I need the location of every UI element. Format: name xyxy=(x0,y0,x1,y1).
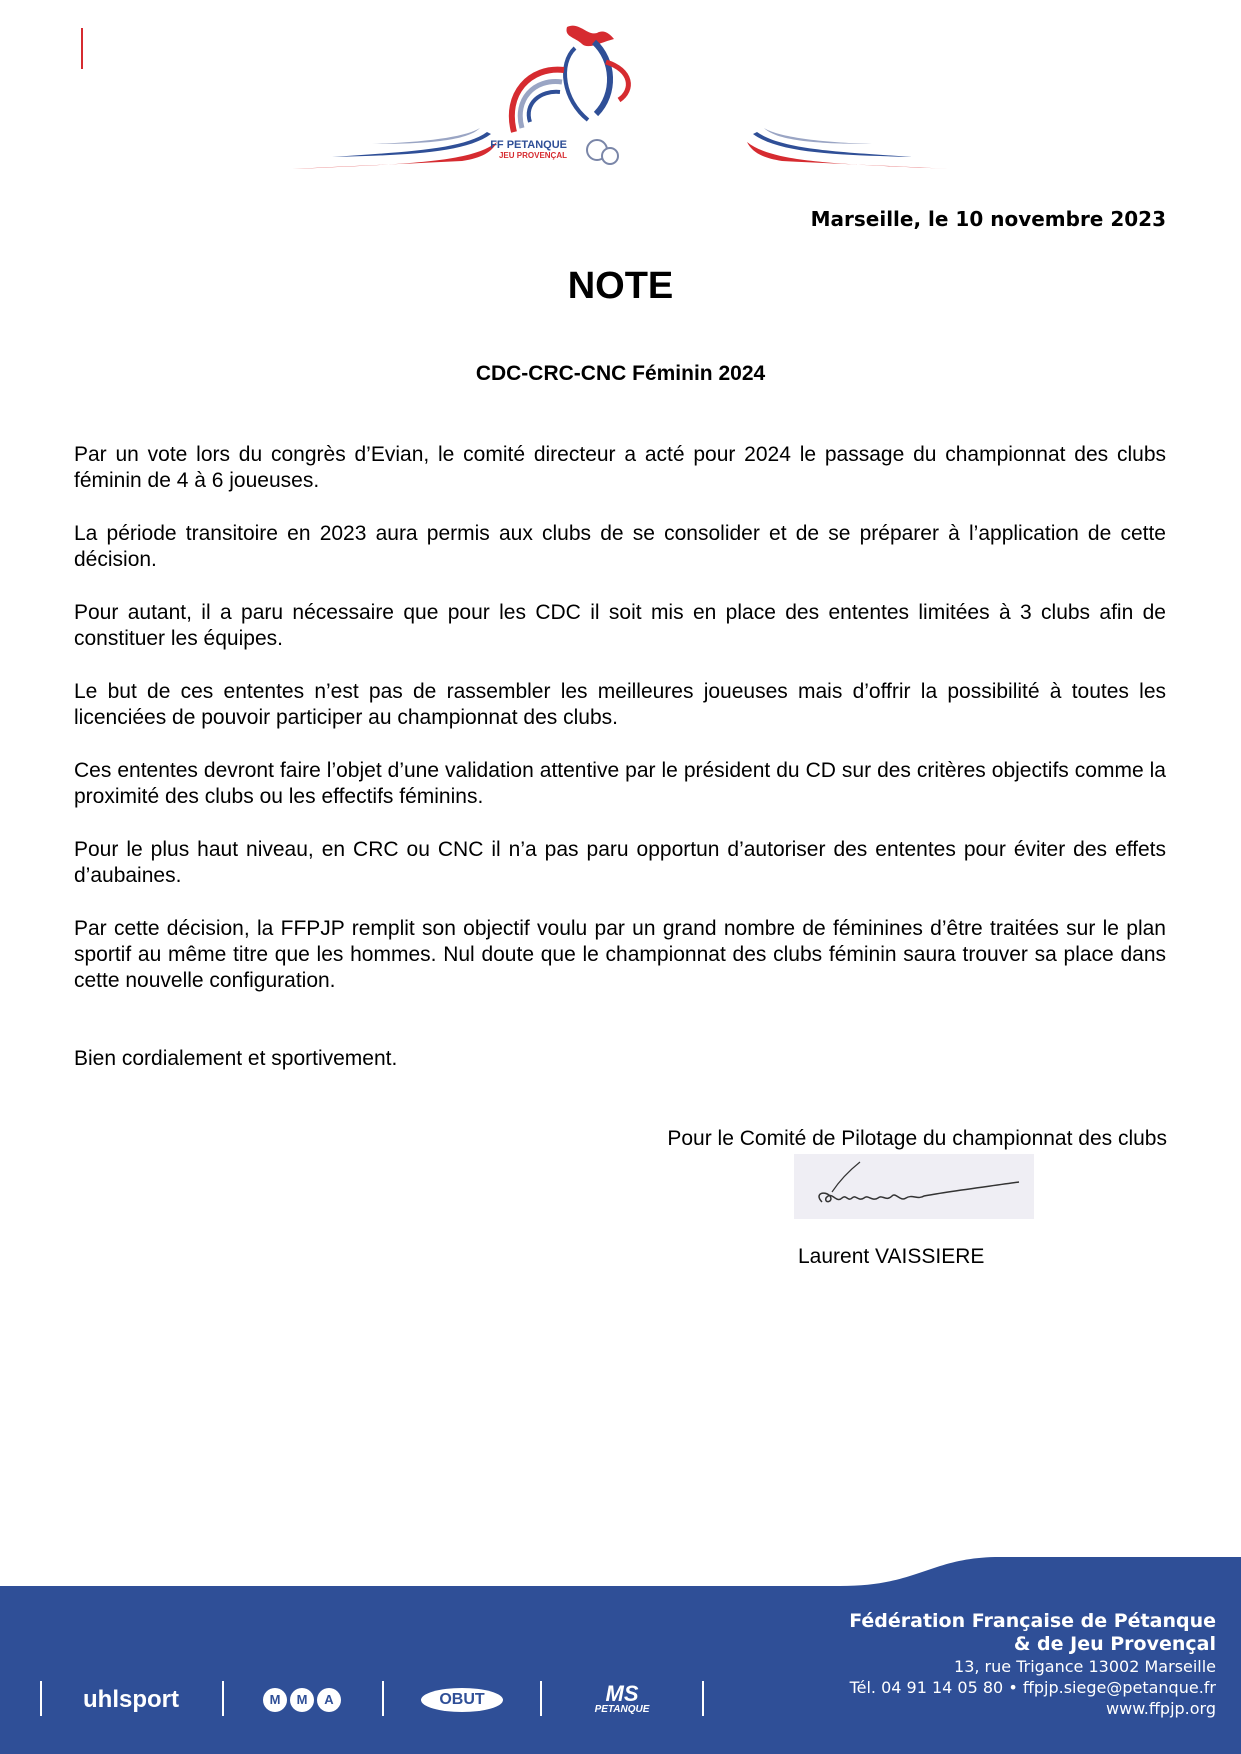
ms-subtext: PETANQUE xyxy=(594,1704,650,1715)
paragraph: Pour le plus haut niveau, en CRC ou CNC il n’a pas paru opportun d’autoriser des ententes pour éviter des effets d’aubaines. xyxy=(74,838,1166,887)
signature-line: Pour le Comité de Pilotage du championnat des clubs xyxy=(667,1127,1167,1150)
sponsor-ms-petanque-logo xyxy=(576,1683,668,1717)
org-name-line1: Fédération Française de Pétanque xyxy=(849,1610,1216,1632)
paragraph: Par un vote lors du congrès d’Evian, le comité directeur a acté pour 2024 le passage du championnat des clubs féminin de 4 à 6 joueuses. xyxy=(74,443,1166,492)
sponsor-uhlsport-logo: uhlsport xyxy=(83,1686,179,1713)
ffpjp-rooster-logo xyxy=(292,24,952,176)
handwritten-signature xyxy=(794,1154,1034,1219)
document-date: Marseille, le 10 novembre 2023 xyxy=(810,207,1166,231)
ms-wordmark: MS xyxy=(605,1681,639,1706)
logo-text-line1: FF PETANQUE xyxy=(490,139,567,151)
footer-divider xyxy=(702,1681,704,1716)
paragraph: Ces ententes devront faire l’objet d’une validation attentive par le président du CD sur des critères objectifs comme la proximité des clubs ou les effectifs féminins. xyxy=(74,759,1166,808)
obut-wordmark: OBUT xyxy=(421,1688,503,1712)
document-subtitle: CDC-CRC-CNC Féminin 2024 xyxy=(475,362,766,385)
footer-divider xyxy=(40,1681,42,1716)
paragraph: Pour autant, il a paru nécessaire que pour les CDC il soit mis en place des ententes limitées à 3 clubs afin de constituer les équipes. xyxy=(74,601,1166,650)
sponsor-obut-logo xyxy=(420,1683,504,1717)
footer-divider xyxy=(222,1681,224,1716)
paragraph: Par cette décision, la FFPJP remplit son objectif voulu par un grand nombre de féminines d’être traitées sur le plan sportif au même titre que les hommes. Nul doute que le championnat des clubs féminin saura trouver sa place dans cette nouvelle configuration. xyxy=(74,917,1166,992)
paragraph: La période transitoire en 2023 aura permis aux clubs de se consolider et de se préparer à l’application de cette décision. xyxy=(74,522,1166,571)
org-contact: Tél. 04 91 14 05 80 • ffpjp.siege@petanque.fr xyxy=(849,1678,1216,1697)
org-address: 13, rue Trigance 13002 Marseille xyxy=(954,1657,1216,1676)
logo-text-line2: JEU PROVENÇAL xyxy=(498,151,567,160)
footer-divider xyxy=(540,1681,542,1716)
signer-name: Laurent VAISSIERE xyxy=(798,1245,985,1268)
paragraph: Le but de ces ententes n’est pas de rassembler les meilleures joueuses mais d’offrir la possibilité à toutes les licenciées de pouvoir participer au championnat des clubs. xyxy=(74,680,1166,729)
mma-letter: A xyxy=(317,1688,341,1712)
org-name-line2: & de Jeu Provençal xyxy=(1013,1633,1216,1655)
mma-letter: M xyxy=(263,1688,287,1712)
footer-organization xyxy=(849,1610,1216,1719)
sponsor-mma-logo xyxy=(258,1683,346,1717)
closing-text: Bien cordialement et sportivement. xyxy=(74,1047,398,1070)
org-website: www.ffpjp.org xyxy=(1106,1699,1216,1718)
footer-divider xyxy=(382,1681,384,1716)
page-title: NOTE xyxy=(567,265,674,307)
red-margin-mark xyxy=(81,28,83,69)
mma-letter: M xyxy=(290,1688,314,1712)
document-body xyxy=(74,442,1166,1021)
